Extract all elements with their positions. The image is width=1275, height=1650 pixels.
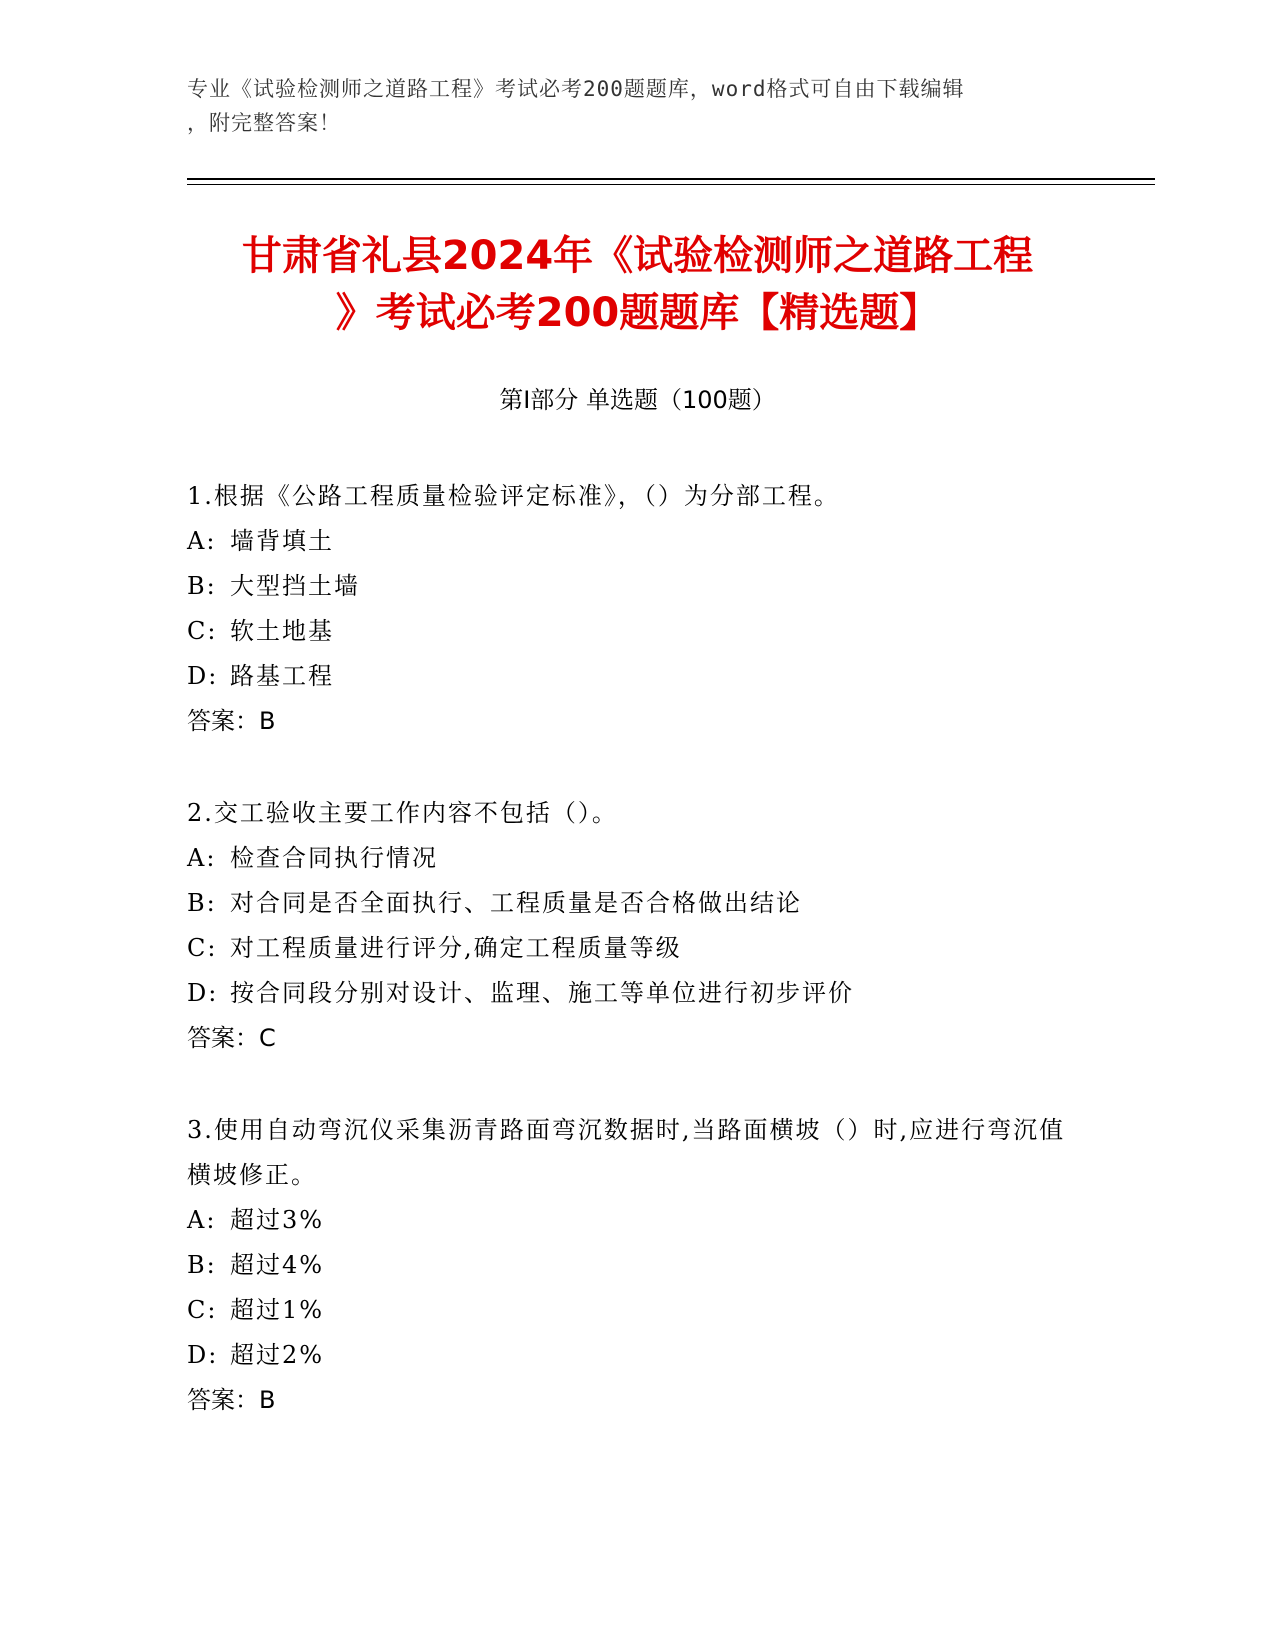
question-list (187, 474, 1067, 1470)
option-text: 超过4% (230, 1251, 325, 1279)
question-stem: 2.交工验收主要工作内容不包括（）。 (187, 799, 618, 827)
option-letter: C: (187, 617, 218, 645)
option-text: 超过1% (230, 1296, 325, 1324)
header-rule-thick (187, 178, 1155, 180)
question-stem: 3.使用自动弯沉仪采集沥青路面弯沉数据时,当路面横坡（）时,应进行弯沉值横坡修正。 (187, 1116, 1066, 1189)
option-letter: B: (187, 1251, 217, 1279)
option-c (187, 926, 1067, 971)
option-text: 大型挡土墙 (230, 572, 360, 600)
option-c (187, 1288, 1067, 1333)
option-text: 路基工程 (230, 662, 334, 690)
option-b (187, 564, 1067, 609)
header-rule-thin (187, 184, 1155, 185)
answer-line: 答案：B (187, 707, 276, 735)
option-text: 对合同是否全面执行、工程质量是否合格做出结论 (230, 889, 802, 917)
option-text: 超过2% (230, 1341, 325, 1369)
option-text: 检查合同执行情况 (230, 844, 438, 872)
section-heading: 第I部分 单选题（100题） (499, 386, 776, 414)
option-a (187, 1198, 1067, 1243)
document-title-line-1: 甘肃省礼县2024年《试验检测师之道路工程 (241, 233, 1034, 279)
option-letter: C: (187, 934, 218, 962)
answer-line: 答案：B (187, 1386, 276, 1414)
option-text: 超过3% (230, 1206, 325, 1234)
option-c (187, 609, 1067, 654)
option-letter: D: (187, 662, 219, 690)
header-note (187, 72, 1087, 140)
option-a (187, 836, 1067, 881)
option-a (187, 519, 1067, 564)
option-letter: A: (187, 1206, 217, 1234)
option-letter: B: (187, 572, 217, 600)
header-note-line-1: 专业《试验检测师之道路工程》考试必考200题题库，word格式可自由下载编辑 (187, 77, 965, 101)
question-item (187, 791, 1067, 1061)
header-note-line-2: ，附完整答案！ (187, 111, 341, 135)
option-letter: A: (187, 844, 217, 872)
document-title-line-2: 》考试必考200题题库【精选题】 (335, 290, 940, 336)
option-d (187, 1333, 1067, 1378)
option-letter: A: (187, 527, 217, 555)
question-item (187, 474, 1067, 744)
option-letter: D: (187, 1341, 219, 1369)
option-text: 墙背填土 (230, 527, 334, 555)
option-text: 按合同段分别对设计、监理、施工等单位进行初步评价 (230, 979, 854, 1007)
question-stem: 1.根据《公路工程质量检验评定标准》，（）为分部工程。 (187, 482, 840, 510)
option-b (187, 1243, 1067, 1288)
option-b (187, 881, 1067, 926)
answer-line: 答案：C (187, 1024, 276, 1052)
option-letter: B: (187, 889, 217, 917)
option-letter: D: (187, 979, 219, 1007)
option-d (187, 654, 1067, 699)
question-item (187, 1108, 1067, 1423)
option-letter: C: (187, 1296, 218, 1324)
option-text: 软土地基 (230, 617, 334, 645)
option-text: 对工程质量进行评分,确定工程质量等级 (230, 934, 682, 962)
option-d (187, 971, 1067, 1016)
document-title (150, 228, 1125, 342)
